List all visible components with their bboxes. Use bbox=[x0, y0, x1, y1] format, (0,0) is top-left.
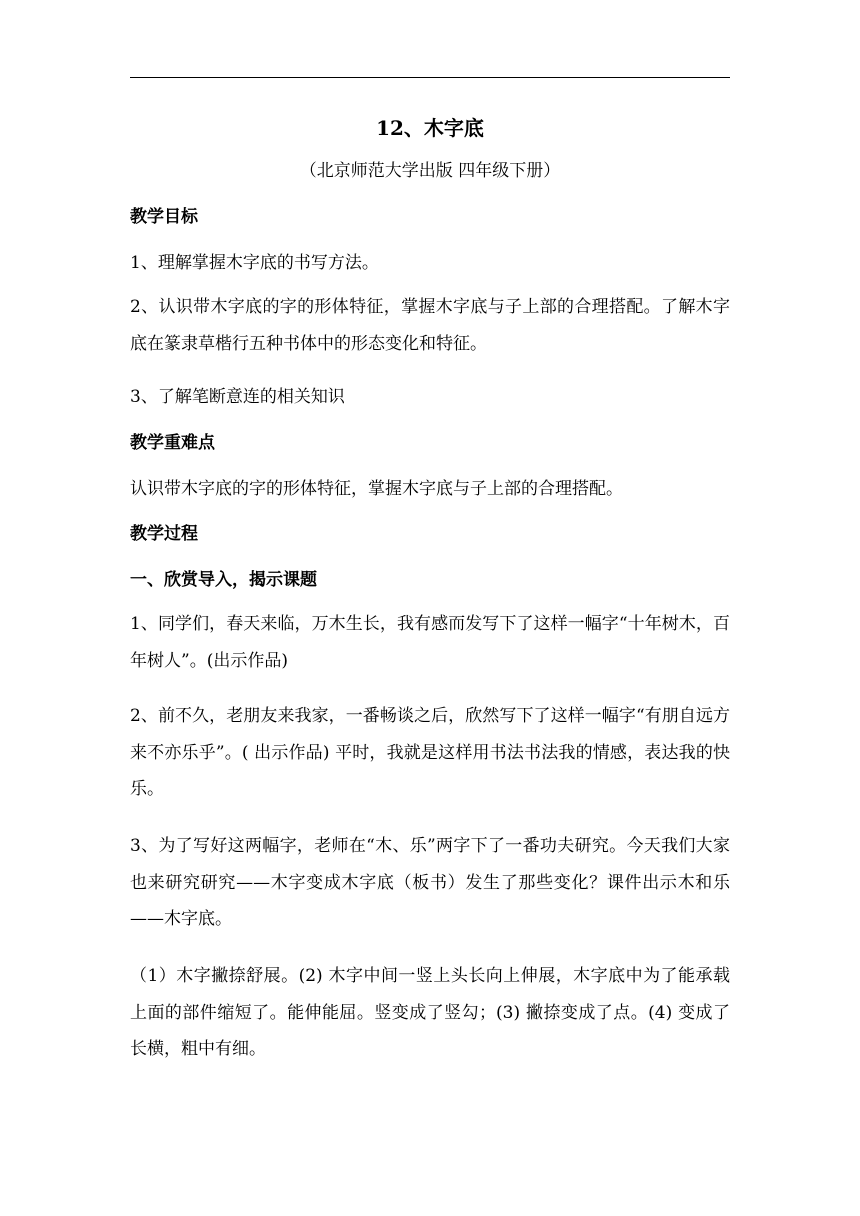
objectives-heading: 教学目标 bbox=[130, 207, 198, 227]
key-points-heading: 教学重难点 bbox=[130, 433, 215, 453]
objective-item-1: 1、理解掌握木字底的书写方法。 bbox=[130, 253, 379, 273]
objective-item-2: 2、认识带木字底的字的形体特征，掌握木字底与子上部的合理搭配。了解木字底在篆隶草楷行五种书体中的形态变化和特征。 bbox=[130, 297, 730, 354]
header-rule bbox=[130, 77, 730, 78]
process-paragraph-1: 1、同学们，春天来临，万木生长，我有感而发写下了这样一幅字“十年树木，百年树人”。(出示作品) bbox=[130, 614, 730, 671]
process-paragraph-4: （1）木字撇捺舒展。(2) 木字中间一竖上头长向上伸展，木字底中为了能承载上面的部件缩短了。能伸能屈。竖变成了竖勾；(3) 撇捺变成了点。(4) 变成了长横，粗中有细。 bbox=[130, 966, 730, 1059]
key-points-text: 认识带木字底的字的形体特征，掌握木字底与子上部的合理搭配。 bbox=[130, 479, 623, 499]
process-heading: 教学过程 bbox=[130, 524, 198, 544]
process-paragraph-3: 3、为了写好这两幅字，老师在“木、乐”两字下了一番功夫研究。今天我们大家也来研究研究——木字变成木字底（板书）发生了那些变化？课件出示木和乐——木字底。 bbox=[130, 836, 730, 929]
objective-item-3: 3、了解笔断意连的相关知识 bbox=[130, 387, 345, 407]
page-subtitle: （北京师范大学出版 四年级下册） bbox=[299, 161, 561, 181]
process-paragraph-2: 2、前不久，老朋友来我家，一番畅谈之后，欣然写下了这样一幅字“有朋自远方来不亦乐乎”。( 出示作品) 平时，我就是这样用书法书法我的情感，表达我的快乐。 bbox=[130, 706, 730, 799]
section1-heading: 一、欣赏导入，揭示课题 bbox=[130, 570, 317, 590]
page-title: 12、木字底 bbox=[376, 116, 484, 140]
